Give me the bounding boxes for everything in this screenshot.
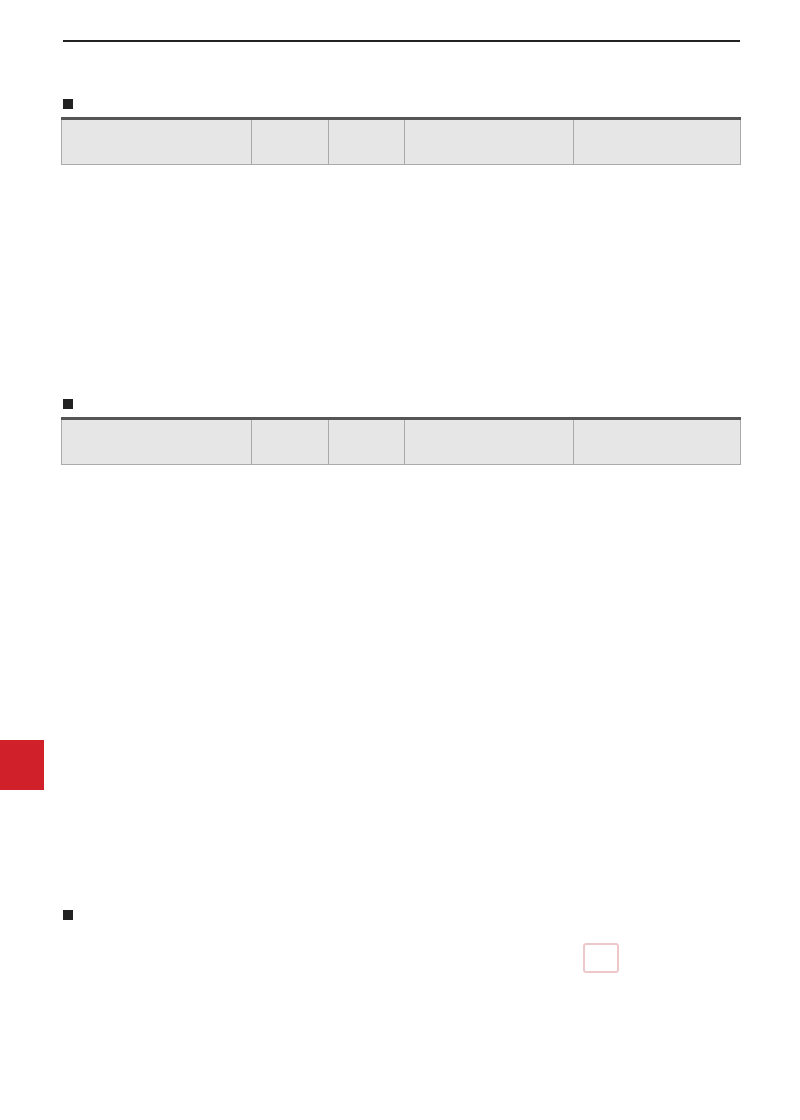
header-material <box>62 419 252 465</box>
factor-section-title <box>63 908 77 923</box>
dry-conditions-table <box>61 117 741 165</box>
square-bullet-icon <box>63 399 73 409</box>
header-speed <box>405 119 574 165</box>
header-hardness <box>252 419 329 465</box>
header-rule <box>63 40 740 42</box>
watermark-logo-icon <box>583 943 619 973</box>
square-bullet-icon <box>63 99 73 109</box>
square-bullet-icon <box>63 910 73 920</box>
wet-conditions-table <box>61 417 741 465</box>
header-feed <box>574 419 741 465</box>
header-hardness <box>252 119 329 165</box>
side-tab-letter <box>0 740 44 790</box>
header-material <box>62 119 252 165</box>
table-header-row <box>62 419 741 465</box>
header-insert <box>329 119 405 165</box>
header-feed <box>574 119 741 165</box>
wet-subtitle <box>63 397 77 412</box>
dry-subtitle <box>63 97 77 112</box>
header-insert <box>329 419 405 465</box>
table-header-row <box>62 119 741 165</box>
header-speed <box>405 419 574 465</box>
